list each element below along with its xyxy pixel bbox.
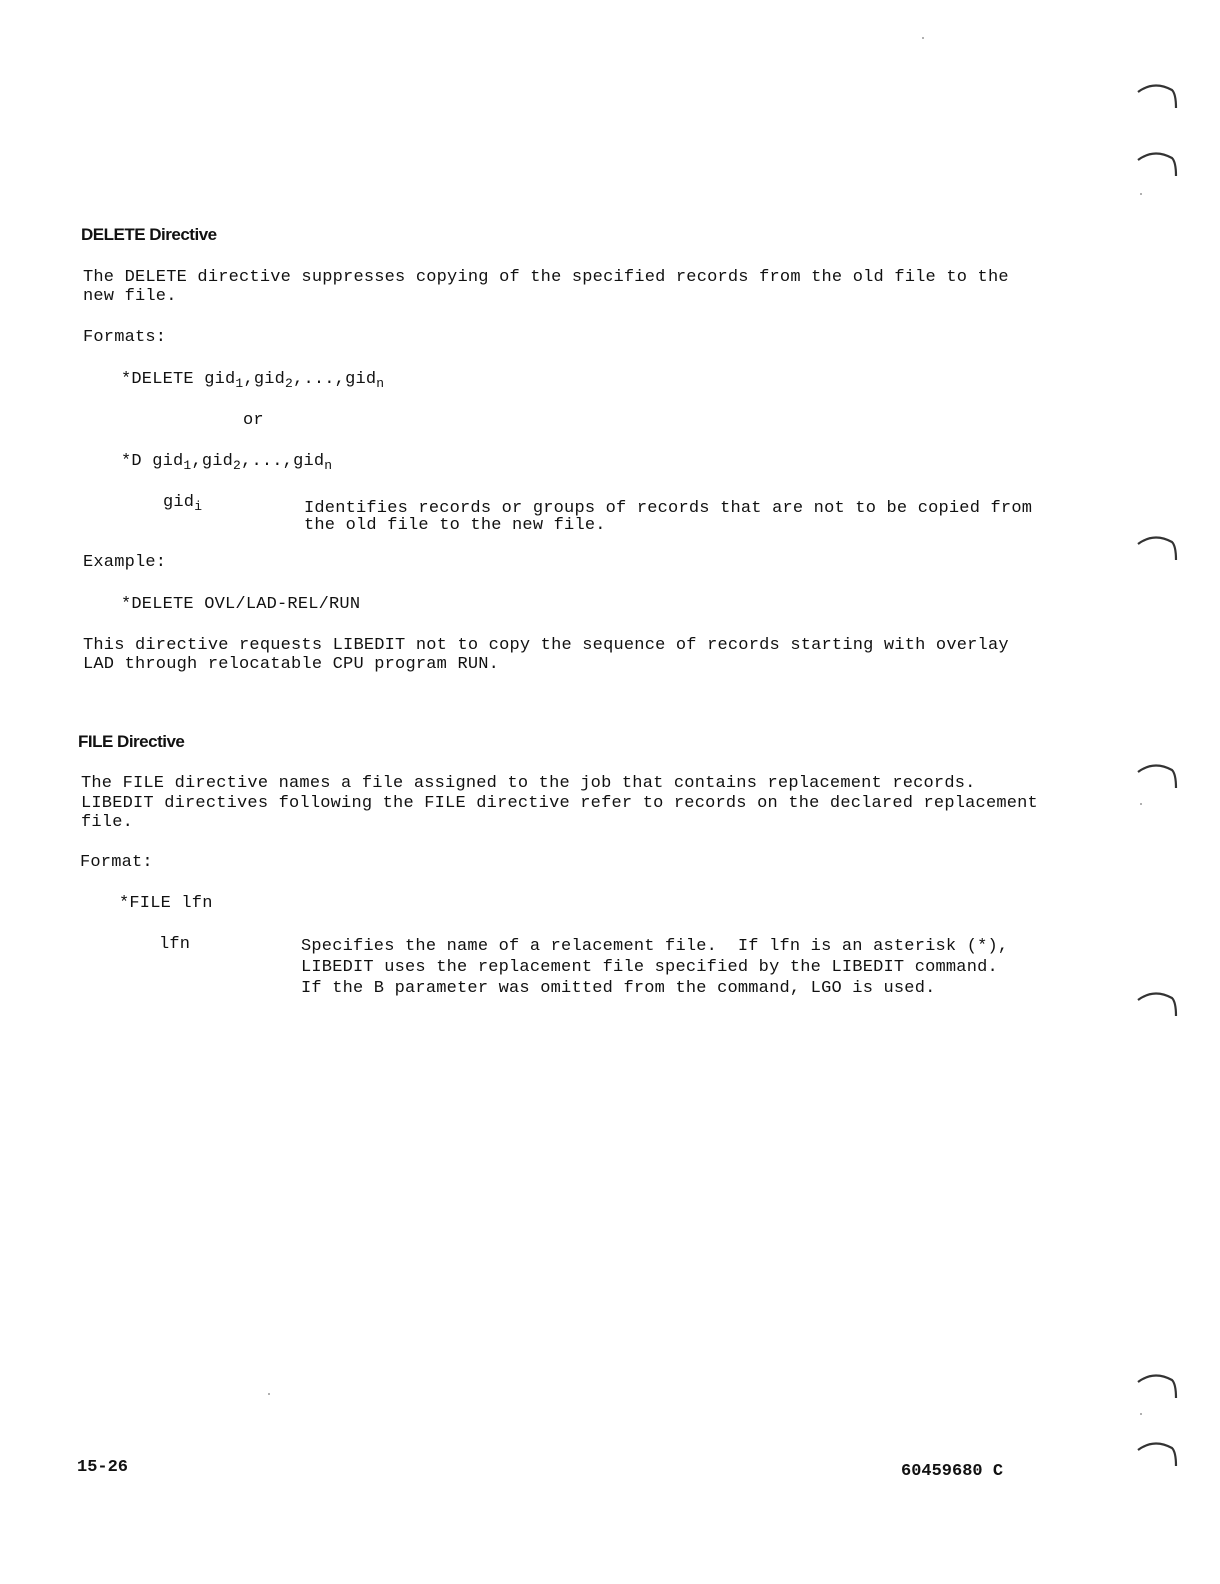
file-intro-line-2: LIBEDIT directives following the FILE directive refer to records on the declared replacement	[81, 794, 1038, 813]
delete-explain-line-2: LAD through relocatable CPU program RUN.	[83, 655, 500, 674]
gid-param-desc-line-2: the old file to the new file.	[304, 516, 606, 535]
delete-explain-line-1: This directive requests LIBEDIT not to copy the sequence of records starting with overlay	[83, 636, 1009, 655]
scan-speck	[1140, 803, 1142, 805]
delete-directive-heading: DELETE Directive	[81, 225, 217, 244]
format-label: Format:	[80, 853, 153, 872]
formats-label: Formats:	[83, 328, 167, 347]
scan-speck	[1140, 193, 1142, 195]
lfn-param-name: lfn	[159, 935, 191, 954]
binder-hole-mark	[1136, 80, 1180, 110]
file-intro-line-1: The FILE directive names a file assigned to the job that contains replacement records.	[81, 774, 976, 793]
binder-hole-mark	[1136, 988, 1180, 1018]
lfn-param-desc-line-1: Specifies the name of a relacement file. If lfn is an asterisk (*),	[301, 937, 1009, 956]
delete-format-short: *D gid$_1$,gid$_2$,...,gid$_n$	[121, 452, 333, 473]
gid-param-desc-line-1: Identifies records or groups of records that are not to be copied from	[304, 499, 1033, 518]
delete-example: *DELETE OVL/LAD-REL/RUN	[121, 595, 361, 614]
page-number: 15-26	[77, 1458, 129, 1477]
binder-hole-mark	[1136, 1370, 1180, 1400]
binder-hole-mark	[1136, 532, 1180, 562]
delete-intro-line-1: The DELETE directive suppresses copying of the specified records from the old file to the	[83, 268, 1009, 287]
delete-intro-line-2: new file.	[83, 287, 177, 306]
binder-hole-mark	[1136, 760, 1180, 790]
gid-param-name: gid$_i$	[163, 493, 203, 514]
scan-speck	[268, 1393, 270, 1395]
scan-speck	[922, 37, 924, 39]
binder-hole-mark	[1136, 1438, 1180, 1468]
delete-format-long: *DELETE gid$_1$,gid$_2$,...,gid$_n$	[121, 370, 385, 391]
scan-speck	[1140, 1413, 1142, 1415]
file-format: *FILE lfn	[119, 894, 213, 913]
lfn-param-desc-line-3: If the B parameter was omitted from the command, LGO is used.	[301, 979, 936, 998]
file-intro-line-3: file.	[81, 813, 134, 832]
format-or: or	[243, 411, 264, 430]
file-directive-heading: FILE Directive	[78, 732, 185, 751]
document-number: 60459680 C	[901, 1462, 1004, 1481]
lfn-param-desc-line-2: LIBEDIT uses the replacement file specified by the LIBEDIT command.	[301, 958, 998, 977]
binder-hole-mark	[1136, 148, 1180, 178]
example-label: Example:	[83, 553, 167, 572]
